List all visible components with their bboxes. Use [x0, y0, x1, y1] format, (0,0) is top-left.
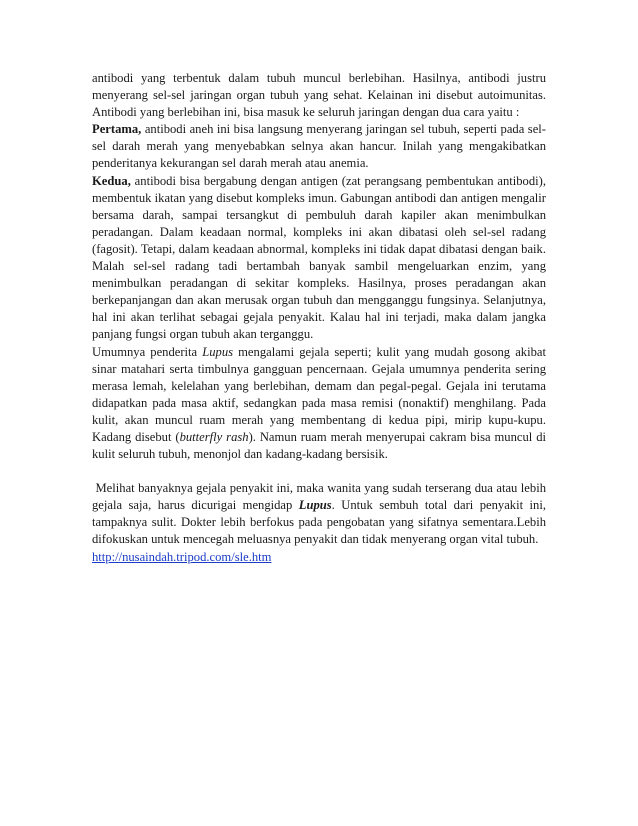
second-way-text: antibodi bisa bergabung dengan antigen (zat perangsang pembentukan antibodi), membentuk ikatan yang disebut kompleks imun. Gabungan antibodi dan antigen mengalir bersama darah, sampai tersangkut di pembuluh darah kapiler akan menimbulkan peradangan. Dalam keadaan normal, kompleks ini akan dibatasi oleh sel-sel radang (fagosit). Tetapi, dalam keadaan abnormal, kompleks ini tidak dapat dibatasi dengan baik. Malah sel-sel radang tadi bertambah banyak sambil mengeluarkan enzim, yang menimbulkan peradangan di sekitar kompleks. Hasilnya, proses peradangan akan berkepanjangan dan akan merusak organ tubuh dan mengganggu fungsinya. Selanjutnya, hal ini akan terlihat sebagai gejala penyakit. Kalau hal ini terjadi, maka dalam jangka panjang fungsi organ tubuh akan terganggu.	[92, 173, 546, 342]
paragraph-conclusion	[92, 480, 546, 548]
conclusion-lupus-term: Lupus	[298, 498, 332, 513]
conclusion-text-start: Melihat banyaknya gejala penyakit ini, maka wanita yang sudah terserang dua atau lebih gejala saja, harus dicurigai mengidap	[92, 481, 546, 513]
paragraph-gap	[92, 463, 546, 480]
first-way-text: antibodi aneh ini bisa langsung menyerang jaringan sel tubuh, seperti pada sel-sel darah merah yang menyebabkan selnya akan hancur. Inilah yang mengakibatkan penderitanya kekurangan sel darah merah atau anemia.	[92, 122, 546, 171]
second-way-label: Kedua,	[92, 173, 131, 188]
paragraph-autoimmunity: antibodi yang terbentuk dalam tubuh muncul berlebihan. Hasilnya, antibodi justru menyerang sel-sel jaringan organ tubuh yang sehat. Kelainan ini disebut autoimunitas. Antibodi yang berlebihan ini, bisa masuk ke seluruh jaringan dengan dua cara yaitu :	[92, 71, 546, 120]
symptoms-text-start: Umumnya penderita	[92, 344, 203, 359]
paragraph-second-way	[92, 173, 546, 344]
symptoms-lupus-term: Lupus	[202, 344, 234, 359]
paragraph-first-way	[92, 121, 546, 172]
source-link[interactable]: http://nusaindah.tripod.com/sle.htm	[92, 549, 272, 564]
first-way-label: Pertama,	[92, 122, 142, 137]
source-link-line	[92, 549, 546, 566]
paragraph-symptoms	[92, 344, 546, 464]
symptoms-text-end: ). Namun ruam merah menyerupai cakram bisa muncul di kulit seluruh tubuh, menonjol dan kadang-kadang bersisik.	[92, 429, 546, 462]
conclusion-text-end: . Untuk sembuh total dari penyakit ini, tampaknya sulit. Dokter lebih berfokus pada pengobatan yang sifatnya sementara.Lebih difokuskan untuk mencegah meluasnya penyakit dan tidak menyerang organ vital tubuh.	[92, 498, 546, 547]
symptoms-text-middle: mengalami gejala seperti; kulit yang mudah gosong akibat sinar matahari serta timbulnya gangguan pencernaan. Gejala umumnya penderita sering merasa lemah, kelelahan yang berlebihan, demam dan pegal-pegal. Gejala ini terutama didapatkan pada masa aktif, sedangkan pada masa remisi (nonaktif) menghilang. Pada kulit, akan muncul ruam merah yang membentang di kedua pipi, mirip kupu-kupu. Kadang disebut (	[92, 344, 546, 444]
document-page	[92, 70, 546, 566]
butterfly-rash-term: butterfly rash	[179, 429, 249, 444]
